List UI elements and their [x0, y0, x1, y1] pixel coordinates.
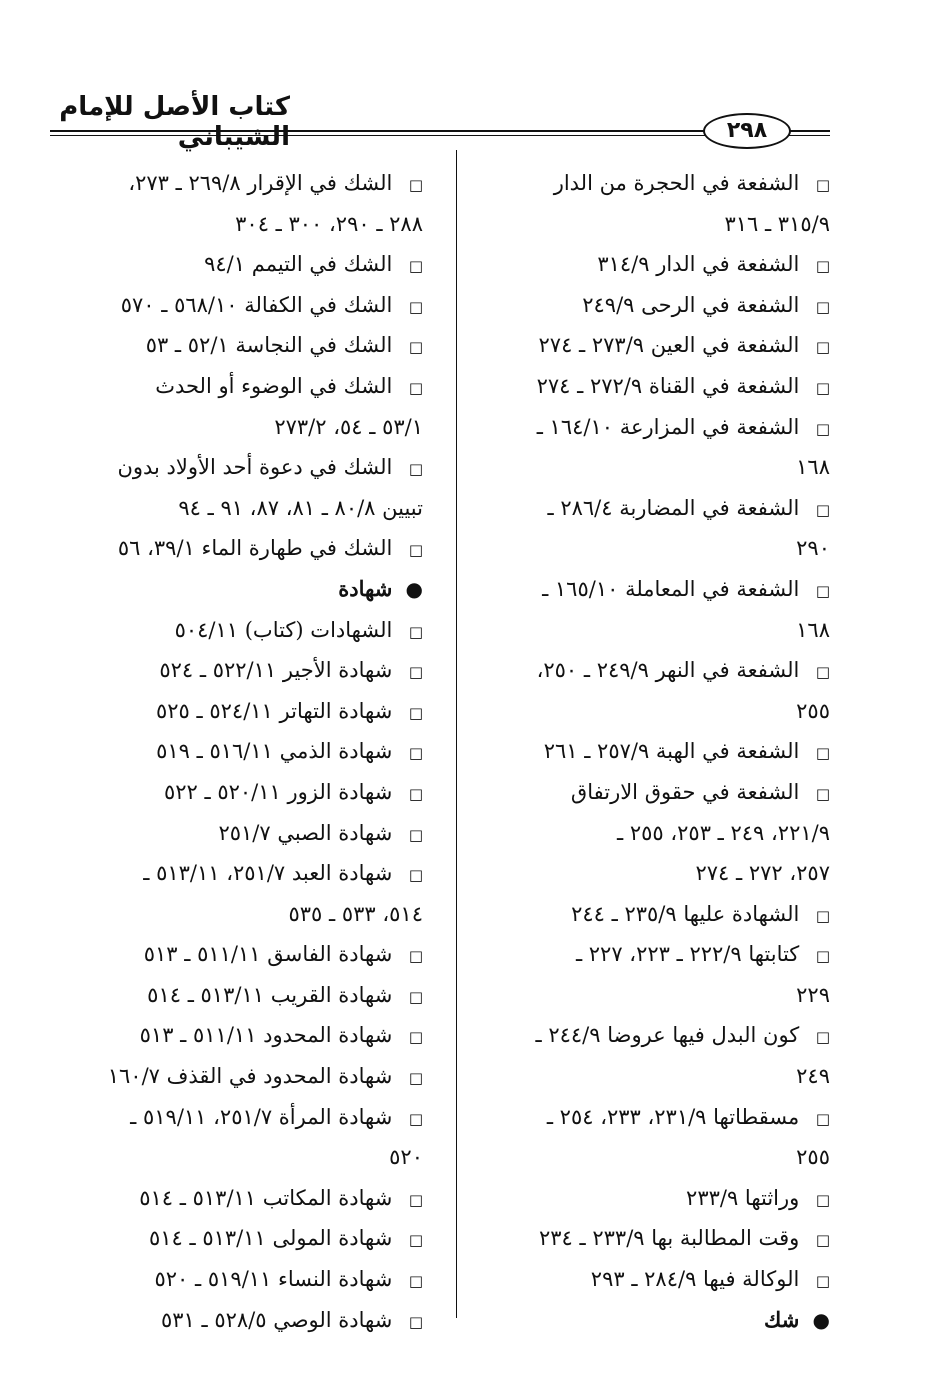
index-entry-text: الشك في طهارة الماء ٣٩/١، ٥٦ — [117, 536, 393, 561]
checkbox-square-icon: □ — [815, 419, 830, 438]
index-entry-text: ٢٥٥ — [796, 698, 830, 723]
checkbox-square-icon: □ — [815, 297, 830, 316]
index-entry — [83, 610, 423, 651]
index-entry-text: شهادة العبد ٢٥١/٧، ٥١٣/١١ ـ — [143, 861, 393, 886]
page-number: ٢٩٨ — [703, 113, 791, 149]
index-entry-line — [83, 447, 423, 488]
index-entry — [83, 853, 423, 934]
checkbox-square-icon: □ — [408, 1109, 423, 1128]
index-entry-text: الشك في الإقرار ٢٦٩/٨ ـ ٢٧٣، — [128, 171, 393, 195]
index-entry — [465, 772, 830, 894]
index-entry — [83, 1056, 423, 1097]
index-entry-text: شهادة القريب ٥١٣/١١ ـ ٥١٤ — [147, 982, 393, 1007]
index-entry-text: شهادة المحدود ٥١١/١١ ـ ٥١٣ — [139, 1023, 393, 1048]
index-entry-line — [83, 1015, 423, 1056]
index-entry-line — [83, 1056, 423, 1097]
index-entry-text: ٢٢٩ — [796, 982, 830, 1007]
index-entry — [83, 1015, 423, 1056]
checkbox-square-icon: □ — [408, 338, 423, 357]
checkbox-square-icon: □ — [408, 257, 423, 276]
index-entry — [83, 975, 423, 1016]
index-entry — [83, 650, 423, 691]
index-entry-text: تبيين ٨٠/٨ ـ ٨١، ٨٧، ٩١ ـ ٩٤ — [178, 495, 423, 520]
checkbox-square-icon: □ — [815, 176, 830, 194]
index-entry — [465, 163, 830, 244]
index-entry-line — [83, 813, 423, 854]
index-entry-line — [83, 528, 423, 569]
index-entry-line — [465, 1137, 830, 1178]
index-entry-text: شهادة الصبي ٢٥١/٧ — [218, 820, 393, 845]
index-entry — [83, 528, 423, 569]
index-entry-line — [465, 934, 830, 975]
index-entry-line — [83, 610, 423, 651]
index-entry-text: شك — [764, 1306, 800, 1332]
checkbox-square-icon: □ — [408, 1231, 423, 1250]
index-entry-text: الشفعة في الهبة ٢٥٧/٩ ـ ٢٦١ — [543, 739, 800, 764]
index-heading — [83, 569, 423, 610]
index-entry-line — [83, 407, 423, 448]
index-entry-line — [465, 772, 830, 813]
index-entry-line — [83, 731, 423, 772]
index-entry — [83, 325, 423, 366]
index-entry-line — [83, 691, 423, 732]
checkbox-square-icon: □ — [408, 1272, 423, 1291]
index-entry-text: ١٦٨ — [796, 617, 830, 642]
index-entry-text: الوكالة فيها ٢٨٤/٩ ـ ٢٩٣ — [590, 1267, 800, 1292]
index-entry — [83, 1178, 423, 1219]
checkbox-square-icon: □ — [815, 378, 830, 397]
index-entry-line — [83, 934, 423, 975]
checkbox-square-icon: □ — [815, 744, 830, 763]
index-entry-line — [83, 772, 423, 813]
index-entry-line — [465, 1097, 830, 1138]
index-entry — [83, 447, 423, 528]
index-entry-line — [83, 1137, 423, 1178]
checkbox-square-icon: □ — [815, 1231, 830, 1250]
checkbox-square-icon: □ — [408, 622, 423, 641]
index-entry-line — [465, 1218, 830, 1259]
index-entry — [83, 1300, 423, 1341]
checkbox-square-icon: □ — [408, 176, 423, 194]
index-entry — [465, 244, 830, 285]
index-entry-text: الشفعة في النهر ٢٤٩/٩ ـ ٢٥٠، — [536, 658, 800, 683]
index-entry-text: شهادة التهاتر ٥٢٤/١١ ـ ٥٢٥ — [156, 698, 393, 723]
index-entry-text: شهادة — [338, 575, 393, 601]
checkbox-square-icon: □ — [408, 1312, 423, 1331]
index-entry-line — [83, 1218, 423, 1259]
index-entry-line — [465, 853, 830, 894]
index-entry-text: كتابتها ٢٢٢/٩ ـ ٢٢٣، ٢٢٧ ـ — [575, 942, 800, 967]
index-entry-line — [465, 610, 830, 651]
checkbox-square-icon: □ — [408, 1190, 423, 1209]
bullet-icon: ● — [812, 1307, 830, 1332]
index-entry — [83, 1259, 423, 1300]
index-entry-line — [465, 1300, 830, 1341]
checkbox-square-icon: □ — [408, 1069, 423, 1088]
index-entry-text: ٥٢٠ — [389, 1145, 423, 1170]
index-entry-line — [83, 569, 423, 610]
index-entry-text: كون البدل فيها عروضا ٢٤٤/٩ ـ — [535, 1023, 800, 1048]
index-entry-text: الشفعة في الدار ٣١٤/٩ — [597, 252, 800, 277]
index-entry-line — [83, 244, 423, 285]
index-entry-text: ٥٣/١ ـ ٥٤، ٢٧٣/٢ — [274, 414, 423, 439]
index-entry-text: الشفعة في المزارعة ١٦٤/١٠ ـ — [536, 414, 800, 439]
index-entry-text: ١٦٨ — [796, 455, 830, 480]
index-entry-text: ٢٥٧، ٢٧٢ ـ ٢٧٤ — [695, 861, 830, 886]
index-entry-line — [465, 975, 830, 1016]
index-entry — [465, 407, 830, 488]
index-entry-text: شهادة المولى ٥١٣/١١ ـ ٥١٤ — [148, 1226, 393, 1251]
index-entry — [83, 813, 423, 854]
checkbox-square-icon: □ — [408, 987, 423, 1006]
index-entry-line — [465, 163, 830, 204]
index-entry-text: وقت المطالبة بها ٢٣٣/٩ ـ ٢٣٤ — [539, 1226, 800, 1251]
index-entry — [83, 772, 423, 813]
index-entry-text: وراثتها ٢٣٣/٩ — [686, 1185, 800, 1210]
index-entry-text: شهادة الزور ٥٢٠/١١ ـ ٥٢٢ — [163, 779, 393, 804]
column-divider — [456, 150, 457, 1318]
index-entry-line — [465, 731, 830, 772]
index-entry — [83, 1097, 423, 1178]
index-entry-text: الشفعة في الرحى ٢٤٩/٩ — [582, 292, 800, 317]
index-entry-line — [465, 813, 830, 854]
index-entry-line — [465, 528, 830, 569]
index-entry — [83, 285, 423, 326]
index-entry-text: الشهادات (كتاب) ٥٠٤/١١ — [174, 617, 393, 642]
index-entry-line — [83, 366, 423, 407]
index-entry-line — [83, 488, 423, 529]
index-entry-line — [465, 1056, 830, 1097]
index-entry-text: الشك في الكفالة ٥٦٨/١٠ ـ ٥٧٠ — [120, 292, 393, 317]
index-entry-text: الشفعة في حقوق الارتفاق — [570, 779, 800, 804]
index-entry-line — [465, 407, 830, 448]
index-entry-line — [465, 1015, 830, 1056]
index-entry — [465, 650, 830, 731]
checkbox-square-icon: □ — [815, 500, 830, 519]
index-entry-text: الشهادة عليها ٢٣٥/٩ ـ ٢٤٤ — [571, 901, 800, 926]
index-entry — [465, 934, 830, 1015]
index-entry-text: الشك في التيمم ٩٤/١ — [204, 252, 393, 277]
index-entry-text: الشفعة في الحجرة من الدار — [553, 171, 800, 195]
checkbox-square-icon: □ — [408, 297, 423, 316]
index-entry — [465, 1097, 830, 1178]
checkbox-square-icon: □ — [408, 744, 423, 763]
index-entry-line — [465, 366, 830, 407]
index-entry — [465, 325, 830, 366]
index-entry-text: الشك في دعوة أحد الأولاد بدون — [117, 455, 393, 480]
index-entry-text: ٢٢١/٩، ٢٤٩ ـ ٢٥٣، ٢٥٥ ـ — [617, 820, 830, 845]
index-entry-text: الشك في الوضوء أو الحدث — [155, 373, 393, 398]
index-entry — [83, 691, 423, 732]
checkbox-square-icon: □ — [815, 784, 830, 803]
index-entry-line — [465, 325, 830, 366]
index-entry-line — [465, 691, 830, 732]
index-entry — [465, 1015, 830, 1096]
checkbox-square-icon: □ — [815, 1109, 830, 1128]
index-entry-line — [465, 569, 830, 610]
checkbox-square-icon: □ — [408, 1028, 423, 1047]
index-entry-text: شهادة المحدود في القذف ١٦٠/٧ — [107, 1064, 393, 1089]
index-entry-text: الشفعة في القناة ٢٧٢/٩ ـ ٢٧٤ — [536, 373, 800, 398]
checkbox-square-icon: □ — [815, 1272, 830, 1291]
index-entry-text: ٥١٤، ٥٣٣ ـ ٥٣٥ — [288, 901, 423, 926]
index-entry-line — [465, 244, 830, 285]
index-entry-text: ٢٥٥ — [796, 1145, 830, 1170]
index-entry-line — [465, 285, 830, 326]
index-entry-text: ٢٤٩ — [796, 1064, 830, 1089]
index-entry-line — [83, 325, 423, 366]
index-entry-line — [465, 1178, 830, 1219]
index-entry-line — [83, 285, 423, 326]
checkbox-square-icon: □ — [408, 866, 423, 885]
index-entry-text: الشك في النجاسة ٥٢/١ ـ ٥٣ — [145, 333, 393, 358]
index-entry-text: الشفعة في العين ٢٧٣/٩ ـ ٢٧٤ — [538, 333, 800, 358]
checkbox-square-icon: □ — [815, 257, 830, 276]
index-entry-line — [465, 447, 830, 488]
index-entry-line — [83, 853, 423, 894]
checkbox-square-icon: □ — [408, 541, 423, 560]
index-entry — [465, 569, 830, 650]
index-entry-line — [83, 204, 423, 245]
index-entry-text: ٢٨٨ ـ ٢٩٠، ٣٠٠ ـ ٣٠٤ — [235, 211, 423, 236]
index-entry — [83, 731, 423, 772]
index-entry-text: الشفعة في المعاملة ١٦٥/١٠ ـ — [542, 576, 800, 601]
checkbox-square-icon: □ — [815, 947, 830, 966]
index-entry-line — [465, 204, 830, 245]
index-heading — [465, 1300, 830, 1341]
index-entry-line — [83, 894, 423, 935]
index-entry-text: شهادة الفاسق ٥١١/١١ ـ ٥١٣ — [143, 942, 393, 967]
checkbox-square-icon: □ — [408, 703, 423, 722]
index-entry-line — [83, 650, 423, 691]
index-entry-line — [83, 1259, 423, 1300]
index-entry — [465, 488, 830, 569]
index-entry-text: ٣١٥/٩ ـ ٣١٦ — [724, 211, 830, 236]
index-entry-text: شهادة الذمي ٥١٦/١١ ـ ٥١٩ — [156, 739, 393, 764]
checkbox-square-icon: □ — [815, 581, 830, 600]
index-entry — [83, 1218, 423, 1259]
index-entry — [83, 244, 423, 285]
checkbox-square-icon: □ — [815, 1028, 830, 1047]
checkbox-square-icon: □ — [815, 338, 830, 357]
index-entry-text: الشفعة في المضاربة ٢٨٦/٤ ـ — [547, 495, 800, 520]
index-entry — [465, 894, 830, 935]
index-entry-text: شهادة الأجير ٥٢٢/١١ ـ ٥٢٤ — [159, 658, 393, 683]
index-entry — [465, 1218, 830, 1259]
index-entry-line — [83, 975, 423, 1016]
checkbox-square-icon: □ — [408, 663, 423, 682]
index-entry-line — [83, 163, 423, 204]
index-entry-text: مسقطاتها ٢٣١/٩، ٢٣٣، ٢٥٤ ـ — [546, 1104, 800, 1129]
checkbox-square-icon: □ — [815, 663, 830, 682]
index-entry — [83, 934, 423, 975]
index-entry-line — [465, 650, 830, 691]
index-entry — [83, 366, 423, 447]
index-entry — [465, 285, 830, 326]
index-entry — [465, 731, 830, 772]
index-entry — [465, 366, 830, 407]
index-entry — [465, 1178, 830, 1219]
index-entry-text: شهادة المرأة ٢٥١/٧، ٥١٩/١١ ـ — [130, 1104, 393, 1129]
checkbox-square-icon: □ — [408, 825, 423, 844]
checkbox-square-icon: □ — [815, 906, 830, 925]
index-entry-line — [465, 894, 830, 935]
index-column-left — [83, 163, 423, 1340]
book-title: كتاب الأصل للإمام الشيباني — [59, 92, 290, 152]
index-entry-line — [83, 1097, 423, 1138]
checkbox-square-icon: □ — [815, 1190, 830, 1209]
checkbox-square-icon: □ — [408, 378, 423, 397]
index-entry — [83, 163, 423, 244]
index-entry-line — [83, 1178, 423, 1219]
checkbox-square-icon: □ — [408, 460, 423, 479]
checkbox-square-icon: □ — [408, 947, 423, 966]
index-entry-text: شهادة الوصي ٥٢٨/٥ ـ ٥٣١ — [160, 1307, 393, 1332]
index-entry-text: شهادة المكاتب ٥١٣/١١ ـ ٥١٤ — [139, 1185, 393, 1210]
index-entry — [465, 1259, 830, 1300]
index-entry-text: شهادة النساء ٥١٩/١١ ـ ٥٢٠ — [154, 1267, 393, 1292]
index-entry-line — [465, 1259, 830, 1300]
index-entry-text: ٢٩٠ — [796, 536, 830, 561]
index-entry-line — [465, 488, 830, 529]
index-entry-line — [83, 1300, 423, 1341]
index-column-right — [465, 163, 830, 1340]
checkbox-square-icon: □ — [408, 784, 423, 803]
bullet-icon: ● — [405, 576, 423, 601]
